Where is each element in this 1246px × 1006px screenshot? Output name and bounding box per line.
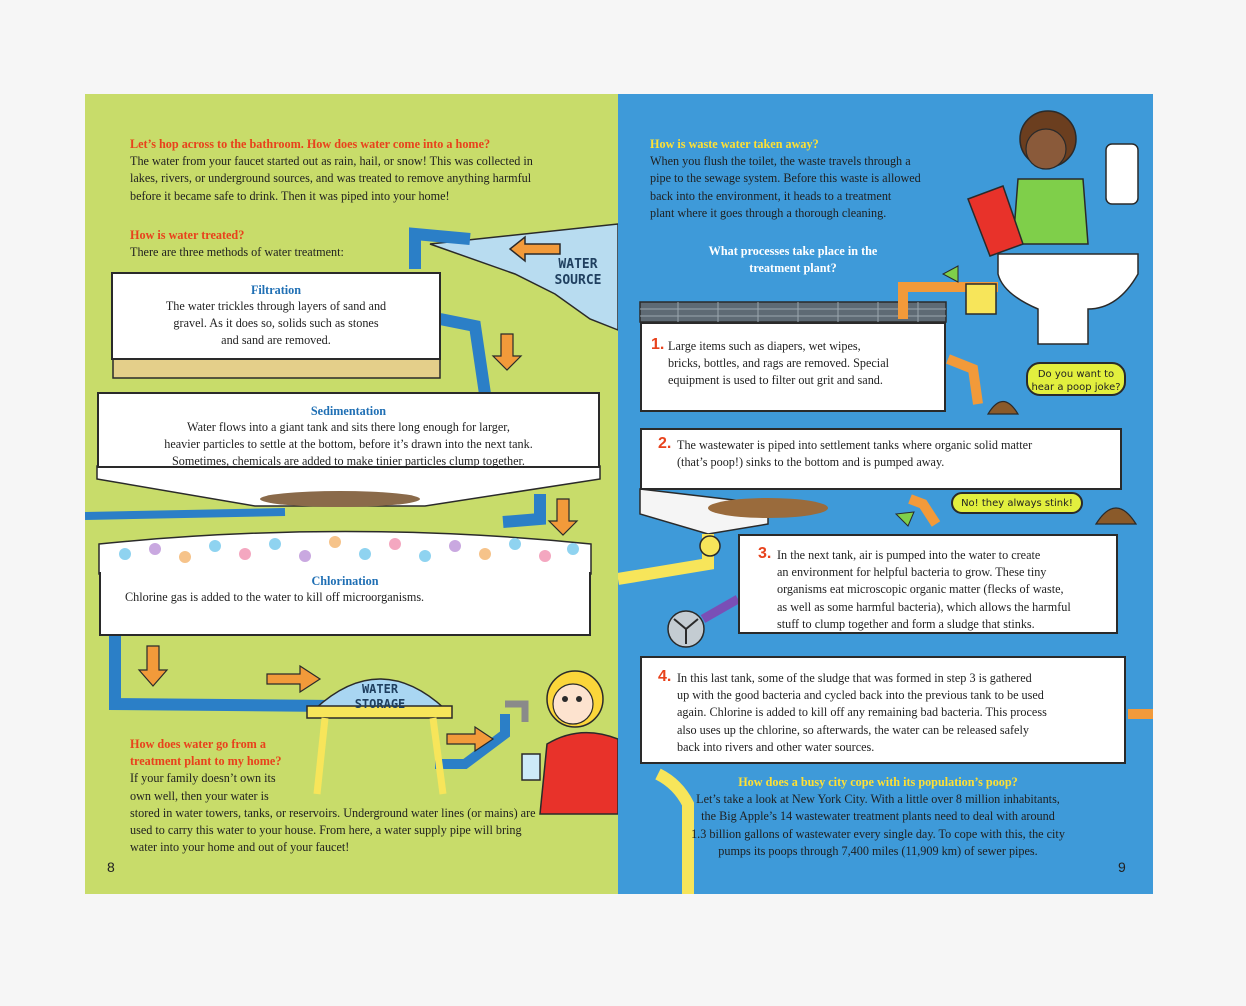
sedimentation-line: Water flows into a giant tank and sits there long enough for larger,	[187, 420, 510, 434]
water-storage-label-line: STORAGE	[354, 697, 406, 711]
sedimentation-line: Sometimes, chemicals are added to make tinier particles clump together.	[172, 454, 525, 469]
step-line: also uses up the chlorine, so afterwards, the water can be released safely	[677, 722, 1029, 737]
stink-speech-bubble: No! they always stink!	[951, 492, 1083, 514]
water-source-label-line: WATER	[558, 257, 598, 272]
book-spread	[85, 94, 1153, 894]
page-number: 8	[107, 859, 115, 875]
boy-face	[1026, 129, 1066, 169]
chlorination-box	[99, 572, 591, 636]
home-line: own well, then your water is	[130, 788, 269, 803]
poop-character	[988, 402, 1018, 415]
home-section	[130, 736, 610, 856]
toilet-bowl	[998, 254, 1138, 344]
yellow-pipe	[618, 534, 708, 579]
page-number: 9	[1118, 859, 1126, 875]
waste-line: When you flush the toilet, the waste travels through a	[650, 154, 911, 169]
step-number: 4.	[658, 668, 672, 685]
step-line: up with the good bacteria and cycled back into the previous tank to be used	[677, 688, 1044, 703]
sedimentation-line: heavier particles to settle at the bottom, before it’s drawn into the next tank.	[164, 437, 533, 452]
step-line: as well as some harmful bacteria), which allows the harmful	[777, 599, 1071, 614]
step-number: 1.	[651, 336, 665, 353]
pipe-filter	[440, 319, 485, 394]
water-source-label-line: SOURCE	[554, 273, 602, 288]
city-section	[658, 774, 1098, 860]
chlorination-line: Chlorine gas is added to the water to kill off microorganisms.	[125, 590, 425, 604]
girl-face	[553, 684, 593, 724]
pipe-waste	[85, 512, 285, 516]
city-line: pumps its poops through 7,400 miles (11,909 km) of sewer pipes.	[718, 843, 1038, 858]
step-line: Large items such as diapers, wet wipes,	[668, 339, 861, 353]
waste-line: back into the environment, it heads to a treatment	[650, 188, 892, 203]
intro-heading: Let’s hop across to the bathroom. How does water come into a home?	[130, 137, 491, 151]
toilet-tank	[1106, 144, 1138, 204]
water-source-label	[548, 257, 608, 289]
poop-character	[1096, 508, 1136, 524]
joke-bubble-line: Do you want to	[1037, 369, 1115, 380]
step-line: back into rivers and other water sources.	[677, 739, 875, 754]
waste-section	[650, 136, 970, 222]
arrow-right-icon	[267, 666, 320, 692]
home-heading-line: How does water go from a	[130, 737, 266, 751]
home-heading-line: treatment plant to my home?	[130, 754, 282, 769]
valve-icon	[700, 536, 720, 556]
step-line: equipment is used to filter out grit and sand.	[668, 373, 883, 388]
step-line: In this last tank, some of the sludge that was formed in step 3 is gathered	[677, 671, 1032, 685]
book-icon	[968, 186, 1023, 256]
step-line: an environment for helpful bacteria to grow. These tiny	[777, 565, 1047, 580]
home-line: stored in water towers, tanks, or reservoirs. Underground water lines (or mains) are	[130, 805, 536, 820]
processes-heading-line: What processes take place in the	[708, 244, 878, 258]
pipe-settlement-out	[910, 499, 936, 524]
sediment-pile	[260, 491, 420, 507]
air-pipe	[703, 599, 738, 619]
step-4-text	[677, 670, 1117, 756]
processes-heading	[678, 243, 908, 277]
filtration-line: gravel. As it does so, solids such as stones	[173, 316, 379, 331]
step-1-text	[668, 338, 938, 390]
arrow-down-icon	[896, 512, 914, 526]
step-line: bricks, bottles, and rags are removed. Special	[668, 356, 889, 371]
boy-shirt	[1013, 179, 1088, 244]
arrow-left-icon	[943, 266, 958, 282]
filtration-line: and sand are removed.	[221, 333, 331, 348]
home-line: If your family doesn’t own its	[130, 771, 276, 786]
water-storage-label-line: WATER	[361, 682, 399, 696]
step-line: In the next tank, air is pumped into the water to create	[777, 548, 1041, 562]
step-number: 3.	[758, 545, 772, 562]
intro-section	[130, 136, 600, 205]
arrow-down-icon	[493, 334, 521, 370]
home-line: water into your home and out of your faucet!	[130, 840, 350, 855]
home-line: used to carry this water to your house. From here, a water supply pipe will bring	[130, 823, 522, 838]
waste-line: pipe to the sewage system. Before this waste is allowed	[650, 171, 921, 186]
pipe-sediment	[503, 494, 540, 522]
arrow-down-icon	[549, 499, 577, 535]
pipe-to-settlement	[948, 359, 978, 404]
right-page	[618, 94, 1153, 894]
left-page	[85, 94, 618, 894]
filtration-box	[111, 272, 441, 360]
arrow-down-icon	[139, 646, 167, 686]
city-line: the Big Apple’s 14 wastewater treatment plants need to deal with around	[701, 809, 1055, 824]
treated-section	[130, 227, 430, 261]
step-2-text	[677, 437, 1117, 471]
step-line: stuff to clump together and form a sludge that stinks.	[777, 616, 1035, 631]
filtration-line: The water trickles through layers of sand and	[165, 299, 387, 313]
intro-line: lakes, rivers, or underground sources, and was treated to remove anything harmful	[130, 171, 532, 186]
chlorination-title: Chlorination	[311, 574, 379, 588]
step-number: 2.	[658, 435, 672, 452]
waste-line: plant where it goes through a thorough cleaning.	[650, 205, 887, 220]
treated-text: There are three methods of water treatment:	[130, 245, 344, 260]
sludge-pile	[708, 498, 828, 518]
chlorination-tank-top	[99, 532, 591, 575]
treated-heading: How is water treated?	[130, 228, 245, 242]
city-line: 1.3 billion gallons of wastewater every single day. To cope with this, the city	[691, 826, 1065, 841]
processes-heading-line: treatment plant?	[749, 261, 837, 276]
step-line: The wastewater is piped into settlement tanks where organic solid matter	[677, 438, 1033, 452]
city-line: Let’s take a look at New York City. With a little over 8 million inhabitants,	[696, 792, 1060, 807]
boy-socks	[966, 284, 996, 314]
joke-speech-bubble	[1026, 362, 1126, 396]
step-3-text	[777, 547, 1117, 633]
waste-heading: How is waste water taken away?	[650, 137, 819, 151]
joke-bubble-line: hear a poop joke?	[1031, 382, 1121, 393]
filtration-title: Filtration	[250, 283, 302, 297]
step-line: again. Chlorine is added to kill off any remaining bad bacteria. This process	[677, 705, 1047, 720]
sedimentation-box	[97, 392, 600, 468]
step-line: organisms eat microscopic organic matter (flecks of waste,	[777, 582, 1064, 597]
sedimentation-title: Sedimentation	[310, 404, 387, 418]
intro-line: before it became safe to drink. Then it was piped into your home!	[130, 188, 450, 203]
intro-line: The water from your faucet started out as rain, hail, or snow! This was collected in	[130, 154, 533, 169]
water-storage-label	[350, 682, 410, 712]
city-heading: How does a busy city cope with its population’s poop?	[738, 775, 1018, 789]
step-line: (that’s poop!) sinks to the bottom and is pumped away.	[677, 455, 945, 470]
